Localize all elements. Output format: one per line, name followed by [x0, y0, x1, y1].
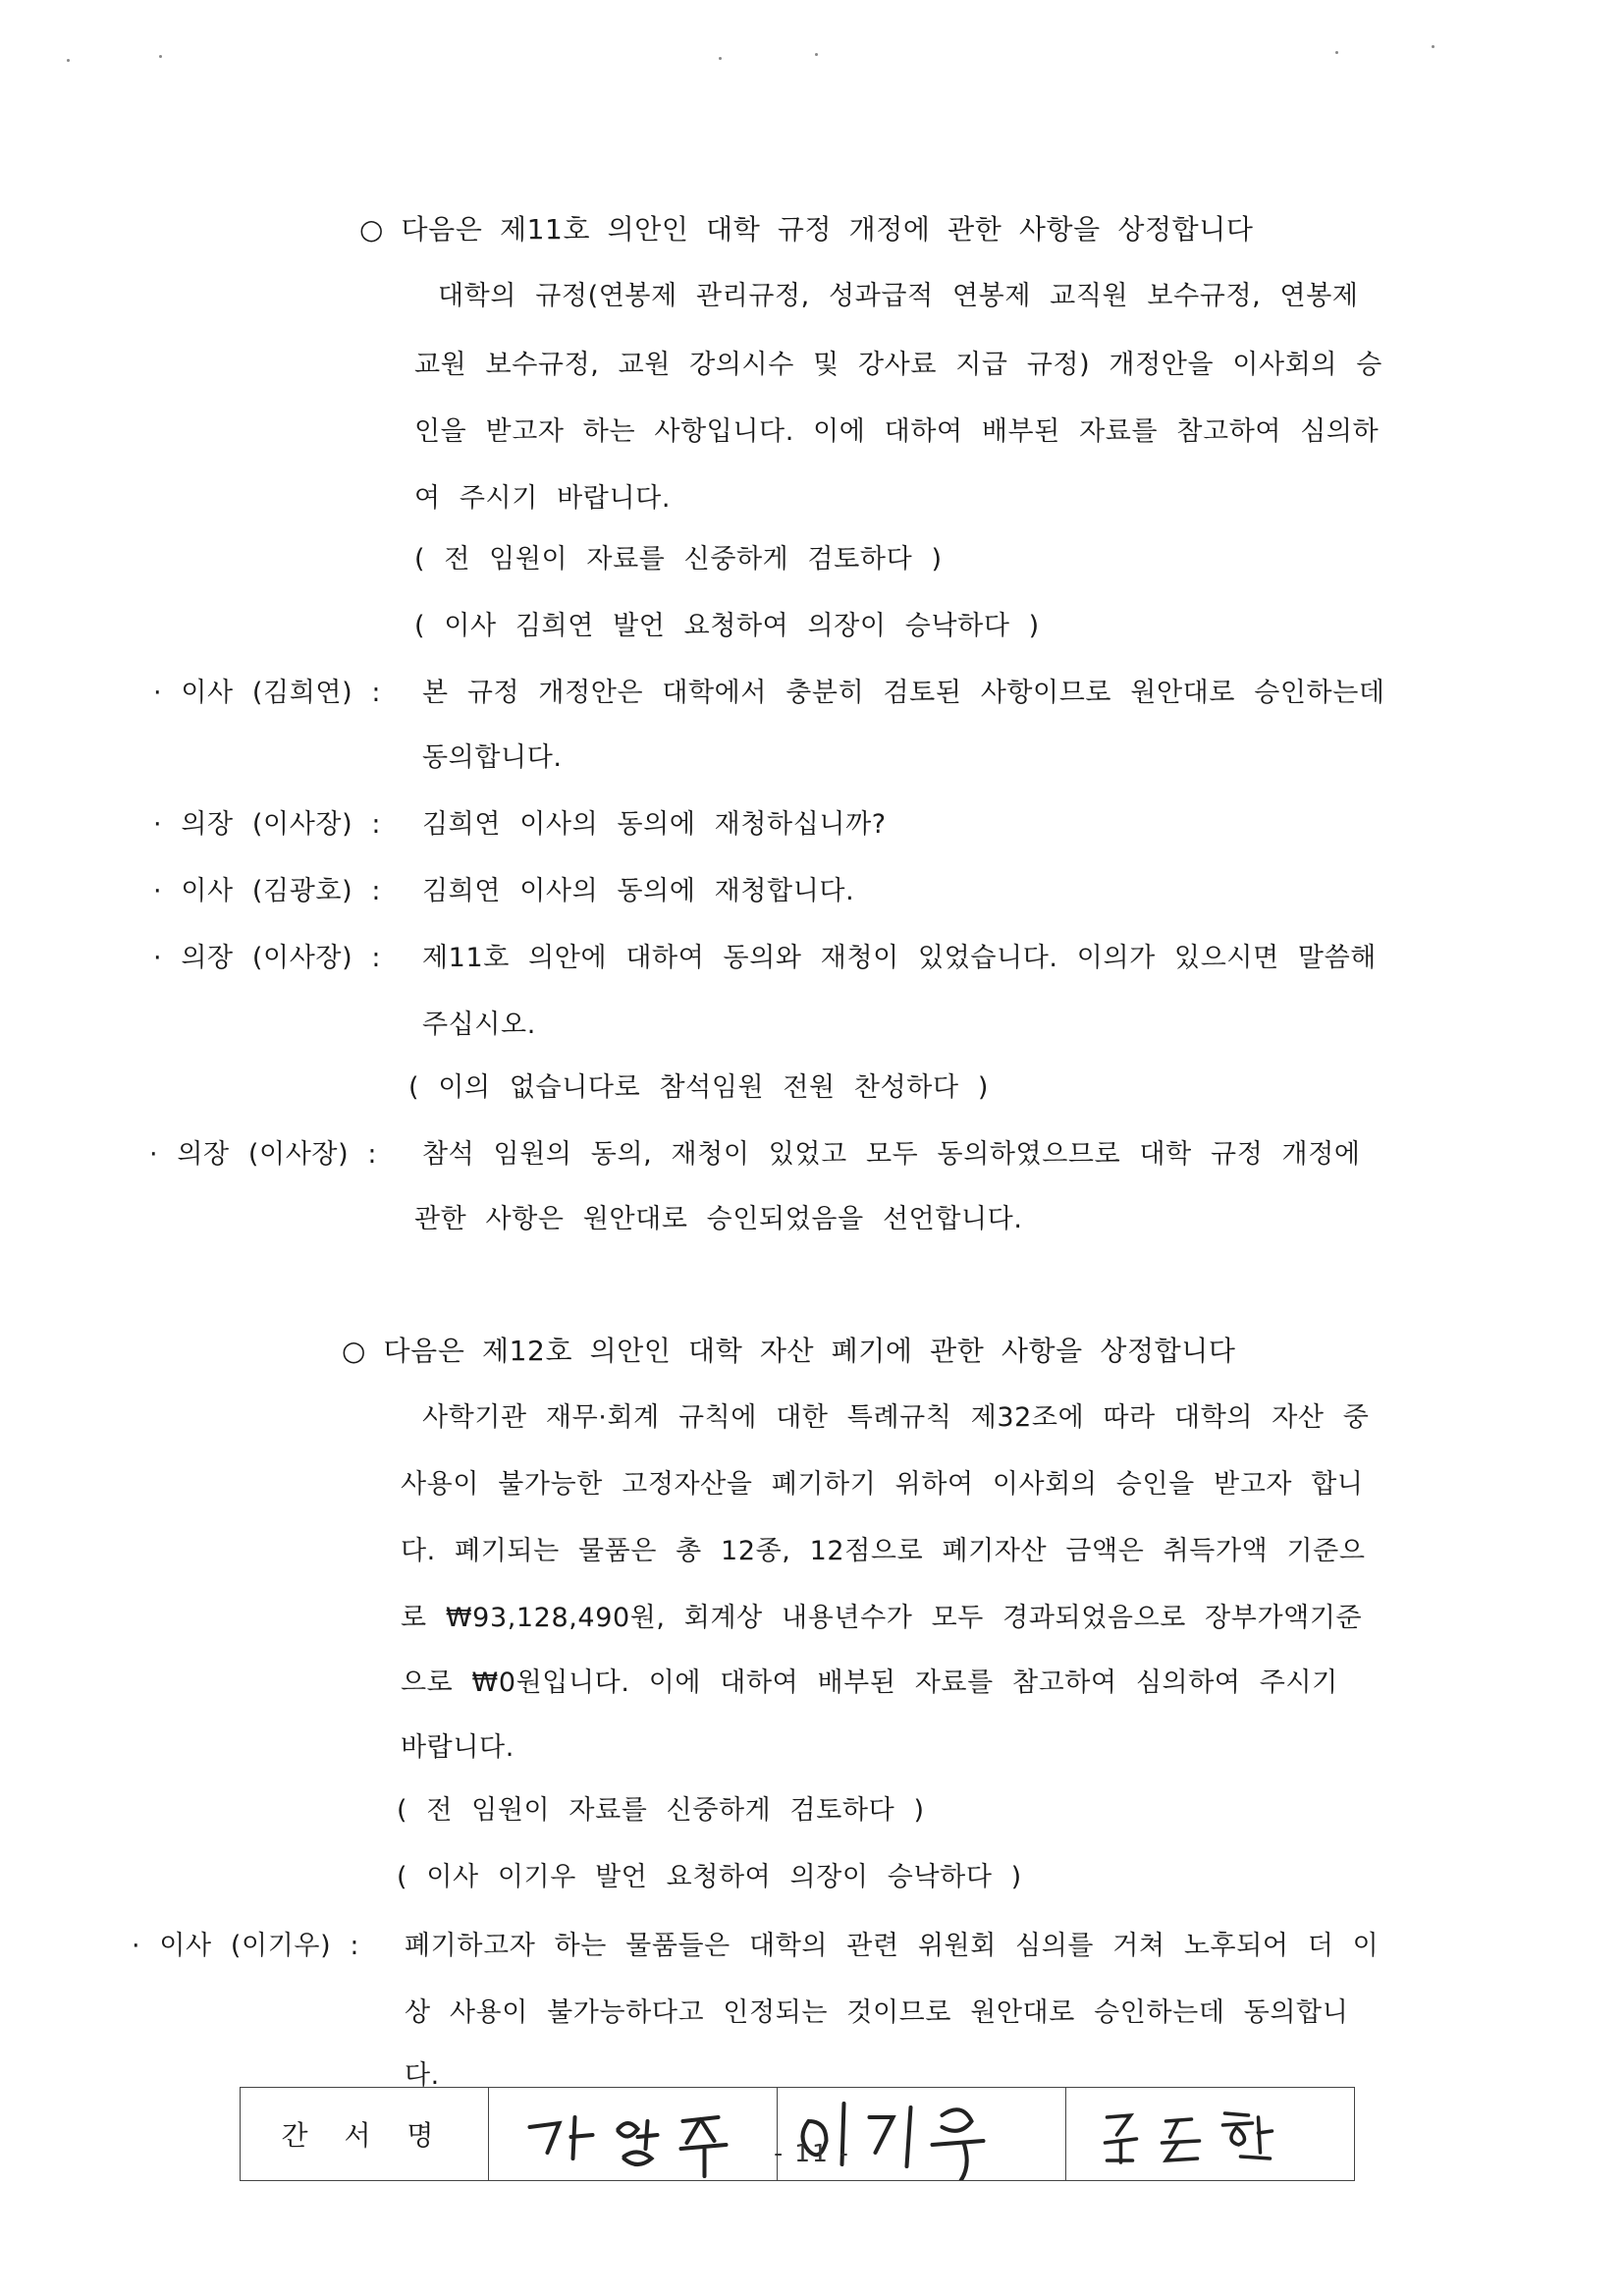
- speaker-label: · 이사 (김희연) :: [153, 678, 382, 708]
- speaker-label: · 의장 (이사장) :: [153, 809, 382, 840]
- agenda-11-note: ( 이의 없습니다로 참석임원 전원 찬성하다 ): [408, 1072, 989, 1103]
- agenda-12-note: ( 이사 이기우 발언 요청하여 의장이 승낙하다 ): [397, 1862, 1022, 1892]
- signature-label: 간 서 명: [241, 2088, 489, 2181]
- agenda-12-body-line: 바랍니다.: [401, 1732, 514, 1763]
- agenda-11-body-line: 대학의 규정(연봉제 관리규정, 성과급적 연봉제 교직원 보수규정, 연봉제: [438, 281, 1359, 311]
- agenda-12-body-line: 으로 ₩0원입니다. 이에 대하여 배부된 자료를 참고하여 심의하여 주시기: [401, 1667, 1338, 1698]
- agenda-11-note: ( 이사 김희연 발언 요청하여 의장이 승낙하다 ): [414, 611, 1040, 641]
- agenda-12-body-line: 다. 폐기되는 물품은 총 12종, 12점으로 폐기자산 금액은 취득가액 기준으: [401, 1536, 1366, 1566]
- speech-line: 다.: [405, 2060, 440, 2091]
- scan-speck: [719, 57, 722, 60]
- agenda-12-body-line: 사용이 불가능한 고정자산을 폐기하기 위하여 이사회의 승인을 받고자 합니: [401, 1469, 1364, 1500]
- scan-speck: [1335, 51, 1338, 54]
- speaker-label: · 의장 (이사장) :: [153, 943, 382, 973]
- speech-line: 참석 임원의 동의, 재청이 있었고 모두 동의하였으므로 대학 규정 개정에: [422, 1139, 1361, 1170]
- agenda-11-body-line: 교원 보수규정, 교원 강의시수 및 강사료 지급 규정) 개정안을 이사회의 승: [414, 350, 1382, 380]
- agenda-11-heading: ○ 다음은 제11호 의안인 대학 규정 개정에 관한 사항을 상정합니다: [359, 213, 1254, 246]
- agenda-12-heading: ○ 다음은 제12호 의안인 대학 자산 폐기에 관한 사항을 상정합니다: [342, 1335, 1236, 1367]
- agenda-11-body-line: 여 주시기 바랍니다.: [414, 483, 672, 514]
- speech-line: 본 규정 개정안은 대학에서 충분히 검토된 사항이므로 원안대로 승인하는데: [422, 678, 1385, 708]
- speech-line: 김희연 이사의 동의에 재청합니다.: [422, 876, 855, 906]
- scan-speck: [1432, 45, 1435, 48]
- speech-line: 주십시오.: [422, 1010, 536, 1040]
- speech-line: 동의합니다.: [422, 742, 563, 773]
- scan-speck: [815, 53, 818, 56]
- speech-line: 상 사용이 불가능하다고 인정되는 것이므로 원안대로 승인하는데 동의합니: [405, 1997, 1349, 2028]
- speaker-label: · 이사 (이기우) :: [132, 1931, 360, 1961]
- scan-speck: [67, 59, 70, 62]
- scan-speck: [159, 55, 162, 58]
- speech-line: 관한 사항은 원안대로 승인되었음을 선언합니다.: [414, 1204, 1023, 1234]
- agenda-11-note: ( 전 임원이 자료를 신중하게 검토하다 ): [414, 544, 943, 574]
- speech-line: 김희연 이사의 동의에 재청하십니까?: [422, 809, 887, 840]
- agenda-12-note: ( 전 임원이 자료를 신중하게 검토하다 ): [397, 1795, 925, 1826]
- speech-line: 제11호 의안에 대하여 동의와 재청이 있었습니다. 이의가 있으시면 말씀해: [422, 943, 1377, 973]
- speaker-label: · 이사 (김광호) :: [153, 876, 382, 906]
- agenda-12-body-line: 사학기관 재무·회계 규칙에 대한 특례규칙 제32조에 따라 대학의 자산 중: [422, 1402, 1370, 1433]
- page-number: - 11 -: [774, 2139, 850, 2167]
- agenda-12-body-line: 로 ₩93,128,490원, 회계상 내용년수가 모두 경과되었음으로 장부가액기준: [401, 1603, 1363, 1633]
- speaker-label: · 의장 (이사장) :: [149, 1139, 378, 1170]
- agenda-11-body-line: 인을 받고자 하는 사항입니다. 이에 대하여 배부된 자료를 참고하여 심의하: [414, 416, 1380, 447]
- speech-line: 폐기하고자 하는 물품들은 대학의 관련 위원회 심의를 거쳐 노후되어 더 이: [405, 1931, 1380, 1961]
